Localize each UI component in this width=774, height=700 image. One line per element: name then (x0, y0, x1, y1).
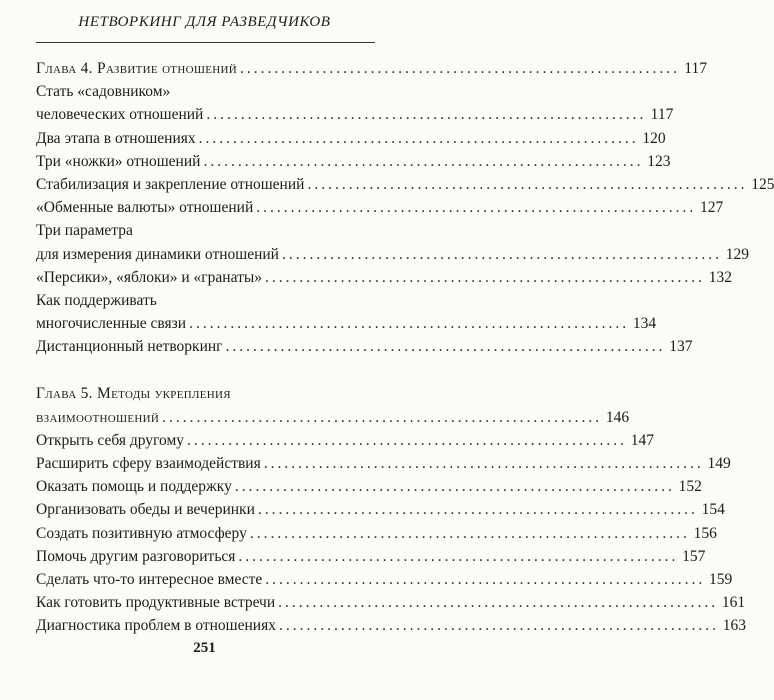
leader-dots: ................................................................ (234, 478, 675, 496)
chapter-5-heading-line-1 (36, 385, 375, 408)
toc-entry-line (36, 338, 693, 361)
page-number: 120 (642, 129, 666, 147)
entry-title: Диагностика проблем в отношениях (36, 617, 276, 635)
leader-dots: ................................................................ (225, 338, 666, 356)
page-number: 129 (725, 245, 749, 263)
leader-dots: ................................................................ (278, 617, 719, 635)
leader-dots: ................................................................ (203, 152, 644, 170)
page-number: 161 (721, 594, 746, 612)
toc-entry-line (36, 83, 375, 106)
leader-dots: ................................................................ (206, 106, 647, 124)
leader-dots: ................................................................ (249, 524, 690, 542)
leader-dots: ................................................................ (238, 547, 679, 565)
page-number: 152 (678, 478, 702, 496)
chapter-title: Глава 5. Методы укрепления (36, 385, 231, 403)
entry-title: Организовать обеды и вечеринки (36, 501, 255, 519)
toc-entry-line (36, 268, 733, 292)
leader-dots: ................................................................ (265, 268, 706, 286)
toc-entry-line (36, 199, 724, 222)
entry-title: Помочь другим разговориться (36, 547, 236, 565)
entry-title: Два этапа в отношениях (36, 129, 196, 147)
toc-entry-line (36, 152, 671, 176)
entry-title: Как готовить продуктивные встречи (36, 594, 276, 612)
chapter-4-heading (36, 60, 707, 83)
page-number: 159 (709, 570, 733, 588)
entry-title: Три параметра (36, 222, 133, 240)
page-number: 134 (632, 315, 657, 333)
entry-title: Создать позитивную атмосферу (36, 524, 247, 542)
toc-entry-line (36, 570, 733, 594)
page-number: 146 (605, 408, 630, 426)
entry-title: Стабилизация и закрепление отношений (36, 175, 305, 193)
page-number: 132 (708, 268, 733, 286)
entry-title: Оказать помощь и поддержку (36, 478, 232, 496)
page-number: 163 (722, 617, 746, 635)
entry-title: Дистанционный нетворкинг (36, 338, 223, 356)
page-number: 123 (647, 152, 671, 170)
entry-title: «Персики», «яблоки» и «гранаты» (36, 268, 263, 286)
page-number: 156 (693, 524, 717, 542)
leader-dots: ................................................................ (187, 431, 627, 449)
leader-dots: ................................................................ (239, 60, 680, 77)
entry-title: Расширить сферу взаимодействия (36, 455, 261, 472)
entry-title: «Обменные валюты» отношений (36, 199, 254, 217)
entry-title: человеческих отношений (36, 106, 204, 124)
leader-dots: ................................................................ (189, 315, 630, 333)
toc-entry-line (36, 292, 375, 315)
table-of-contents (36, 60, 774, 641)
leader-dots: ................................................................ (278, 594, 719, 612)
leader-dots: ................................................................ (257, 501, 698, 519)
page-number: 137 (669, 338, 693, 356)
running-header: НЕТВОРКИНГ ДЛЯ РАЗВЕДЧИКОВ (78, 14, 331, 30)
toc-entry-line (36, 478, 702, 501)
toc-entry-line (36, 501, 725, 524)
entry-title: многочисленные связи (36, 315, 187, 333)
toc-entry-line (36, 455, 731, 478)
toc-entry-line (36, 129, 666, 153)
leader-dots: ................................................................ (307, 175, 748, 193)
toc-entry-line (36, 431, 654, 455)
chapter-5-heading-line-2 (36, 408, 630, 432)
toc-entry-line (36, 315, 657, 338)
entry-title: Три «ножки» отношений (36, 152, 201, 170)
leader-dots: ................................................................ (263, 455, 704, 472)
page-number: 125 (751, 175, 774, 193)
header-rule (36, 42, 375, 43)
page-number: 157 (682, 547, 706, 565)
folio-page-number: 251 (193, 640, 216, 656)
toc-entry-line (36, 222, 375, 245)
entry-title: Открыть себя другому (36, 431, 184, 449)
page-number: 117 (684, 60, 707, 77)
page-number: 154 (701, 501, 725, 519)
toc-entry-line (36, 524, 717, 548)
toc-entry-line (36, 175, 774, 199)
entry-title: Как поддерживать (36, 291, 157, 309)
chapter-title: Глава 4. Развитие отношений (36, 60, 237, 77)
toc-entry-line (36, 245, 749, 269)
entry-title: Сделать что-то интересное вместе (36, 570, 263, 588)
entry-title: Стать «садовником» (36, 83, 171, 101)
page-number: 149 (707, 455, 731, 472)
page-number: 117 (650, 106, 674, 124)
entry-title: для измерения динамики отношений (36, 245, 279, 263)
toc-entry-line (36, 617, 746, 640)
toc-entry-line (36, 594, 746, 617)
leader-dots: ................................................................ (281, 245, 722, 263)
leader-dots: ................................................................ (265, 570, 706, 588)
page-number: 147 (630, 431, 654, 449)
leader-dots: ................................................................ (256, 199, 697, 217)
leader-dots: ................................................................ (198, 129, 639, 147)
toc-entry-line (36, 106, 674, 129)
chapter-title-continued: взаимоотношений (36, 408, 160, 426)
chapter-4-entries (36, 83, 774, 361)
toc-entry-line (36, 547, 706, 571)
leader-dots: ................................................................ (162, 408, 603, 426)
page-number: 127 (700, 199, 724, 217)
chapter-5-entries (36, 431, 746, 641)
